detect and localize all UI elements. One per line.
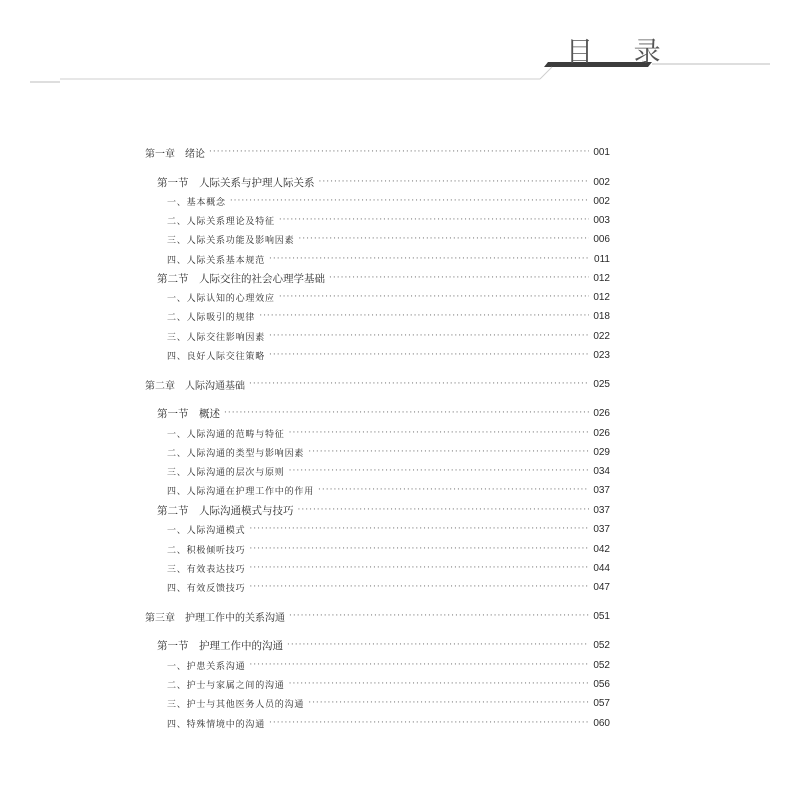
dot-leader [287, 640, 589, 650]
toc-item-row [167, 714, 610, 732]
toc-page-number: 037 [593, 484, 610, 496]
toc-item-row [167, 443, 610, 461]
dot-leader [249, 524, 589, 534]
dot-leader [249, 379, 589, 389]
toc-entry-label: 二、护士与家属之间的沟通 [167, 680, 285, 691]
toc-item-row [167, 520, 610, 538]
toc-chapter-row [145, 375, 610, 393]
toc-section-row [157, 269, 610, 287]
toc-entry-label: 三、人际关系功能及影响因素 [167, 235, 295, 246]
toc-entry-label: 一、人际沟通模式 [167, 525, 246, 536]
dot-leader [289, 679, 590, 689]
dot-leader [308, 447, 589, 457]
dot-leader [249, 660, 589, 670]
dot-leader [279, 215, 590, 225]
toc-item-row [167, 481, 610, 499]
toc-item-row [167, 288, 610, 306]
toc-entry-label: 四、人际沟通在护理工作中的作用 [167, 486, 315, 497]
toc-page-number: 056 [593, 678, 610, 690]
toc-page-number: 012 [593, 272, 610, 284]
toc-page-number: 006 [593, 233, 610, 245]
toc-section-row [157, 173, 610, 191]
dot-leader [269, 350, 589, 360]
dot-leader [318, 485, 589, 495]
toc-entry-label: 一、基本概念 [167, 197, 226, 208]
toc-entry-label: 第二节 人际交往的社会心理学基础 [157, 272, 325, 285]
toc-page-number: 042 [593, 543, 610, 555]
toc-page-number: 003 [593, 214, 610, 226]
toc-entry-label: 四、良好人际交往策略 [167, 351, 266, 362]
toc-page-number: 001 [593, 146, 610, 158]
toc-page-number: 025 [593, 378, 610, 390]
toc-item-row [167, 540, 610, 558]
toc-entry-label: 四、有效反馈技巧 [167, 583, 246, 594]
toc-section-row [157, 501, 610, 519]
toc-entry-label: 二、人际关系理论及特征 [167, 216, 275, 227]
toc-entry-label: 二、人际沟通的类型与影响因素 [167, 448, 305, 459]
toc-item-row [167, 211, 610, 229]
dot-leader [289, 611, 589, 621]
toc-page-number: 047 [593, 581, 610, 593]
toc-item-row [167, 346, 610, 364]
toc-entry-label: 第二节 人际沟通模式与技巧 [157, 504, 294, 517]
toc-page-number: 011 [594, 253, 610, 265]
toc-entry-label: 第一节 概述 [157, 407, 220, 420]
toc-entry-label: 第二章 人际沟通基础 [145, 380, 245, 392]
dot-leader [230, 196, 590, 206]
toc-entry-label: 四、人际关系基本规范 [167, 255, 266, 266]
dot-leader [279, 292, 590, 302]
toc-section-row [157, 636, 610, 654]
toc-chapter-row [145, 607, 610, 625]
toc-chapter-row [145, 143, 610, 161]
toc-item-row [167, 675, 610, 693]
toc-page-number: 057 [593, 697, 610, 709]
toc-page-number: 052 [593, 639, 610, 651]
dot-leader [289, 466, 590, 476]
toc-page-number: 034 [593, 465, 610, 477]
dot-leader [298, 234, 589, 244]
toc-entry-label: 一、人际认知的心理效应 [167, 293, 275, 304]
toc-item-row [167, 462, 610, 480]
toc-page-number: 022 [593, 330, 610, 342]
toc-item-row [167, 578, 610, 596]
toc-item-row [167, 656, 610, 674]
toc-section-row [157, 404, 610, 422]
dot-leader [269, 254, 590, 264]
dot-leader [269, 718, 589, 728]
dot-leader [319, 177, 590, 187]
toc-item-row [167, 307, 610, 325]
toc-entry-label: 三、护士与其他医务人员的沟通 [167, 699, 305, 710]
dot-leader [308, 698, 589, 708]
toc-entry-label: 三、人际交往影响因素 [167, 332, 266, 343]
dot-leader [249, 563, 589, 573]
toc-item-row [167, 694, 610, 712]
dot-leader [209, 147, 589, 157]
toc-entry-label: 第一章 绪论 [145, 148, 205, 160]
dot-leader [249, 582, 589, 592]
dot-leader [269, 331, 589, 341]
toc-entry-label: 第一节 护理工作中的沟通 [157, 639, 283, 652]
dot-leader [224, 408, 589, 418]
toc-page-number: 002 [593, 176, 610, 188]
toc-item-row [167, 192, 610, 210]
toc-page-number: 018 [593, 310, 610, 322]
toc-page-number: 037 [593, 504, 610, 516]
dot-leader [259, 311, 589, 321]
toc-page-number: 044 [593, 562, 610, 574]
toc-entry-label: 三、有效表达技巧 [167, 564, 246, 575]
toc-page-number: 002 [593, 195, 610, 207]
toc-page-number: 012 [593, 291, 610, 303]
toc-entry-label: 三、人际沟通的层次与原则 [167, 467, 285, 478]
toc-item-row [167, 250, 610, 268]
toc-item-row [167, 327, 610, 345]
toc-entry-label: 一、护患关系沟通 [167, 661, 246, 672]
toc-page-number: 026 [593, 427, 610, 439]
toc-entry-label: 第一节 人际关系与护理人际关系 [157, 176, 315, 189]
page-title: 目 录 [566, 37, 677, 68]
toc-page-number: 052 [593, 659, 610, 671]
toc-page-number: 037 [593, 523, 610, 535]
toc-item-row [167, 424, 610, 442]
toc-item-row [167, 230, 610, 248]
dot-leader [289, 428, 590, 438]
toc-entry-label: 一、人际沟通的范畴与特征 [167, 429, 285, 440]
toc-page-number: 026 [593, 407, 610, 419]
dot-leader [298, 505, 590, 515]
dot-leader [329, 273, 589, 283]
toc-entry-label: 二、积极倾听技巧 [167, 545, 246, 556]
toc-entry-label: 第三章 护理工作中的关系沟通 [145, 612, 285, 624]
dot-leader [249, 544, 589, 554]
toc-entry-label: 四、特殊情境中的沟通 [167, 719, 266, 730]
toc-item-row [167, 559, 610, 577]
toc-entry-label: 二、人际吸引的规律 [167, 312, 256, 323]
toc-page-number: 051 [593, 610, 610, 622]
toc-page-number: 060 [593, 717, 610, 729]
toc-page-number: 029 [593, 446, 610, 458]
toc-page-number: 023 [593, 349, 610, 361]
